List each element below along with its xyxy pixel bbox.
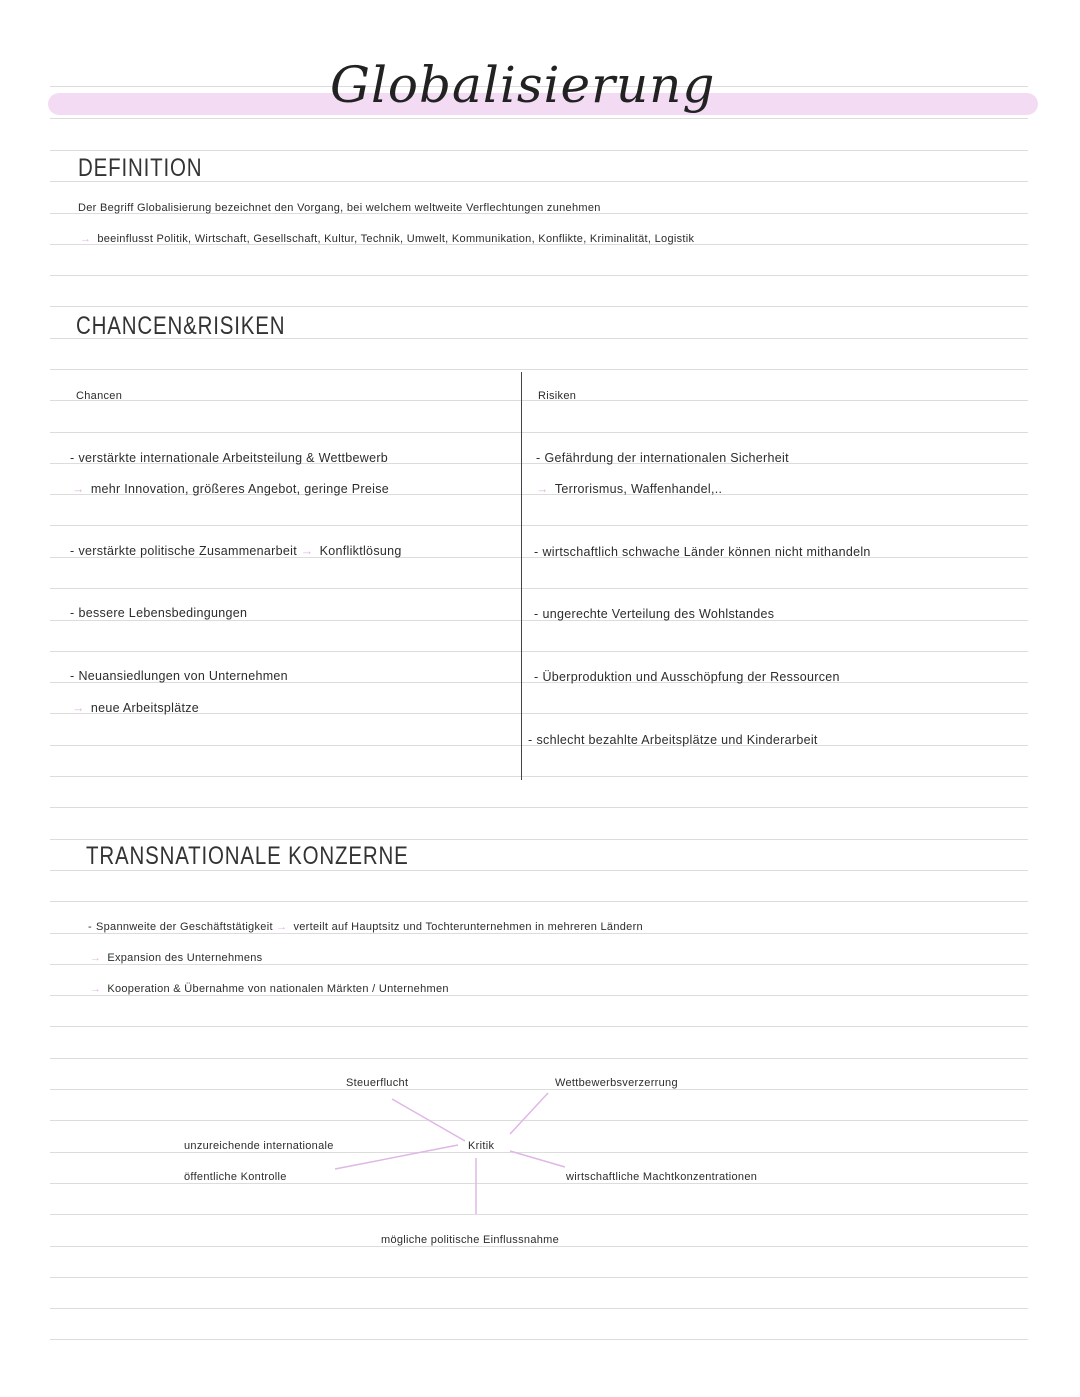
risiko-subitem: → Terrorismus, Waffenhandel,..: [536, 482, 723, 496]
ruled-line: [50, 1214, 1028, 1215]
ruled-line: [50, 588, 1028, 589]
ruled-line: [50, 275, 1028, 276]
ruled-line: [50, 1026, 1028, 1027]
ruled-line: [50, 839, 1028, 840]
arrow-icon: →: [80, 233, 92, 245]
arrow-icon: →: [72, 482, 85, 496]
konzerne-heading: TRANSNATIONALE KONZERNE: [86, 842, 409, 870]
ruled-line: [50, 1120, 1028, 1121]
risiko-item: - Überproduktion und Ausschöpfung der Ressourcen: [534, 670, 840, 684]
risiko-item: - ungerechte Verteilung des Wohlstandes: [534, 607, 775, 621]
ruled-line: [50, 150, 1028, 151]
ruled-line: [50, 1058, 1028, 1059]
arrow-icon: →: [300, 544, 314, 558]
risiko-item: - schlecht bezahlte Arbeitsplätze und Kinderarbeit: [528, 733, 818, 747]
risiken-label: Risiken: [538, 390, 577, 402]
ruled-line: [50, 807, 1028, 808]
ruled-line: [50, 525, 1028, 526]
ruled-line: [50, 1089, 1028, 1090]
mindmap-node-macht: wirtschaftliche Machtkonzentrationen: [566, 1171, 758, 1183]
column-divider: [521, 372, 522, 780]
mindmap-node-steuerflucht: Steuerflucht: [346, 1077, 409, 1089]
ruled-line: [50, 118, 1028, 119]
ruled-line: [50, 1308, 1028, 1309]
mindmap-node-wettbewerb: Wettbewerbsverzerrung: [555, 1077, 678, 1089]
ruled-line: [50, 432, 1028, 433]
chancen-label: Chancen: [76, 390, 123, 402]
definition-text: Der Begriff Globalisierung bezeichnet den Vorgang, bei welchem weltweite Verflechtungen zunehmen: [78, 202, 601, 214]
connector-wettbewerb: [510, 1093, 548, 1134]
ruled-line: [50, 776, 1028, 777]
ruled-line: [50, 901, 1028, 902]
ruled-line: [50, 306, 1028, 307]
arrow-icon: →: [536, 482, 549, 496]
chance-item: - verstärkte internationale Arbeitsteilung & Wettbewerb: [70, 451, 389, 465]
ruled-line: [50, 933, 1028, 934]
arrow-icon: →: [90, 952, 102, 964]
ruled-line: [50, 964, 1028, 965]
arrow-icon: →: [90, 983, 102, 995]
connector-kontrolle: [335, 1145, 458, 1169]
konzerne-item: - Spannweite der Geschäftstätigkeit → verteilt auf Hauptsitz und Tochterunternehmen in mehreren Ländern: [88, 921, 643, 933]
ruled-line: [50, 369, 1028, 370]
ruled-line: [50, 1183, 1028, 1184]
risiko-item: - wirtschaftlich schwache Länder können nicht mithandeln: [534, 545, 871, 559]
chance-item: - bessere Lebensbedingungen: [70, 606, 248, 620]
page-title: Globalisierung: [330, 56, 716, 114]
ruled-line: [50, 651, 1028, 652]
konzerne-subitem: → Kooperation & Übernahme von nationalen Märkten / Unternehmen: [90, 983, 449, 995]
chance-subitem: → neue Arbeitsplätze: [72, 701, 200, 715]
connector-macht: [510, 1151, 565, 1167]
arrow-icon: →: [276, 921, 288, 933]
risiko-item: - Gefährdung der internationalen Sicherheit: [536, 451, 789, 465]
mindmap-center: Kritik: [468, 1140, 495, 1152]
arrow-icon: →: [72, 701, 85, 715]
mindmap-node-einfluss: mögliche politische Einflussnahme: [381, 1234, 560, 1246]
ruled-line: [50, 1339, 1028, 1340]
ruled-line: [50, 1246, 1028, 1247]
ruled-line: [50, 1152, 1028, 1153]
mindmap-node-kontrolle-2: öffentliche Kontrolle: [184, 1171, 287, 1183]
ruled-line: [50, 995, 1028, 996]
konzerne-subitem: → Expansion des Unternehmens: [90, 952, 263, 964]
chance-item: - Neuansiedlungen von Unternehmen: [70, 669, 288, 683]
mindmap-node-kontrolle-1: unzureichende internationale: [184, 1140, 334, 1152]
chance-subitem: → mehr Innovation, größeres Angebot, geringe Preise: [72, 482, 390, 496]
definition-heading: DEFINITION: [78, 154, 203, 182]
ruled-line: [50, 1277, 1028, 1278]
definition-influences: → beeinflusst Politik, Wirtschaft, Gesellschaft, Kultur, Technik, Umwelt, Kommunikation, Konflikte, Kriminalität, Logistik: [80, 233, 695, 245]
chancen-risiken-heading: CHANCEN&RISIKEN: [76, 312, 286, 340]
chance-item: - verstärkte politische Zusammenarbeit → Konfliktlösung: [70, 544, 402, 558]
